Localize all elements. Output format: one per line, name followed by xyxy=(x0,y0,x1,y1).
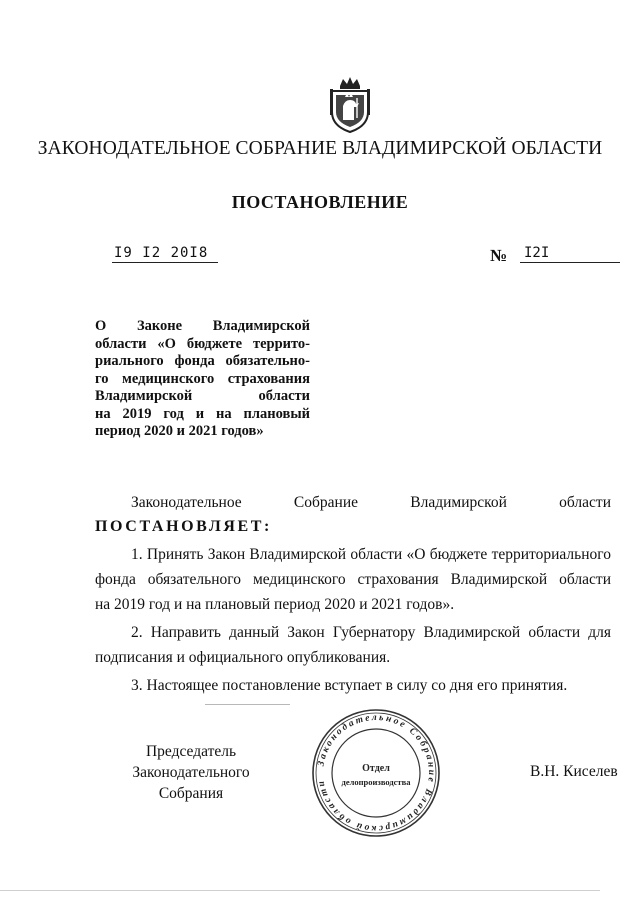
paragraph-line: 3. Настоящее постановление вступает в силу со дня его принятия. xyxy=(131,677,568,694)
scan-artifact-line xyxy=(205,704,290,705)
position-line: Председатель xyxy=(145,743,237,760)
subject-line: го медицинского страхования xyxy=(95,370,310,387)
subject-line: Владимирской области xyxy=(95,388,310,404)
resolves-heading: ПОСТАНОВЛЯЕТ: xyxy=(95,518,272,535)
paragraph-line: на 2019 год и на плановый период 2020 и 2021 годов». xyxy=(95,596,455,613)
number-sign: № xyxy=(490,246,508,265)
stamp-center-line: делопроизводства xyxy=(341,777,411,787)
subject-line: О Законе Владимирской xyxy=(95,318,310,334)
resolution-item-2 xyxy=(95,620,611,670)
signatory-position xyxy=(100,741,282,804)
paragraph-line: 2. Направить данный Закон Губернатору Владимирской области для xyxy=(131,624,611,641)
document-subject xyxy=(95,318,310,441)
document-type-heading: ПОСТАНОВЛЕНИЕ xyxy=(231,192,409,212)
stamp-center-line: Отдел xyxy=(362,763,390,774)
paragraph-line: 1. Принять Закон Владимирской области «О бюджете территориального xyxy=(131,546,611,563)
coat-of-arms-icon xyxy=(326,76,374,134)
scan-artifact-line xyxy=(0,890,600,891)
subject-line: области «О бюджете террито- xyxy=(95,335,310,352)
document-number: I2I xyxy=(520,245,620,263)
resolution-item-1 xyxy=(95,542,611,617)
position-line: Законодательного Собрания xyxy=(132,764,250,802)
official-stamp xyxy=(310,707,442,839)
subject-line: период 2020 и 2021 годов» xyxy=(95,423,264,439)
document-date: I9 I2 20I8 xyxy=(112,245,218,263)
subject-line: на 2019 год и на плановый xyxy=(95,405,310,422)
resolution-item-3 xyxy=(95,673,611,698)
preamble-text: Законодательное Собрание Владимирской области xyxy=(131,494,611,511)
stamp-ring-text: Законодательное Собрание Владимирской области xyxy=(316,712,437,834)
subject-line: риального фонда обязательно- xyxy=(95,353,310,369)
signatory-name: В.Н. Киселев xyxy=(530,763,618,780)
organization-title: ЗАКОНОДАТЕЛЬНОЕ СОБРАНИЕ ВЛАДИМИРСКОЙ ОБЛАСТИ xyxy=(37,138,603,159)
paragraph-line: фонда обязательного медицинского страхования Владимирской области xyxy=(95,571,611,588)
paragraph-line: подписания и официального опубликования. xyxy=(95,649,391,666)
